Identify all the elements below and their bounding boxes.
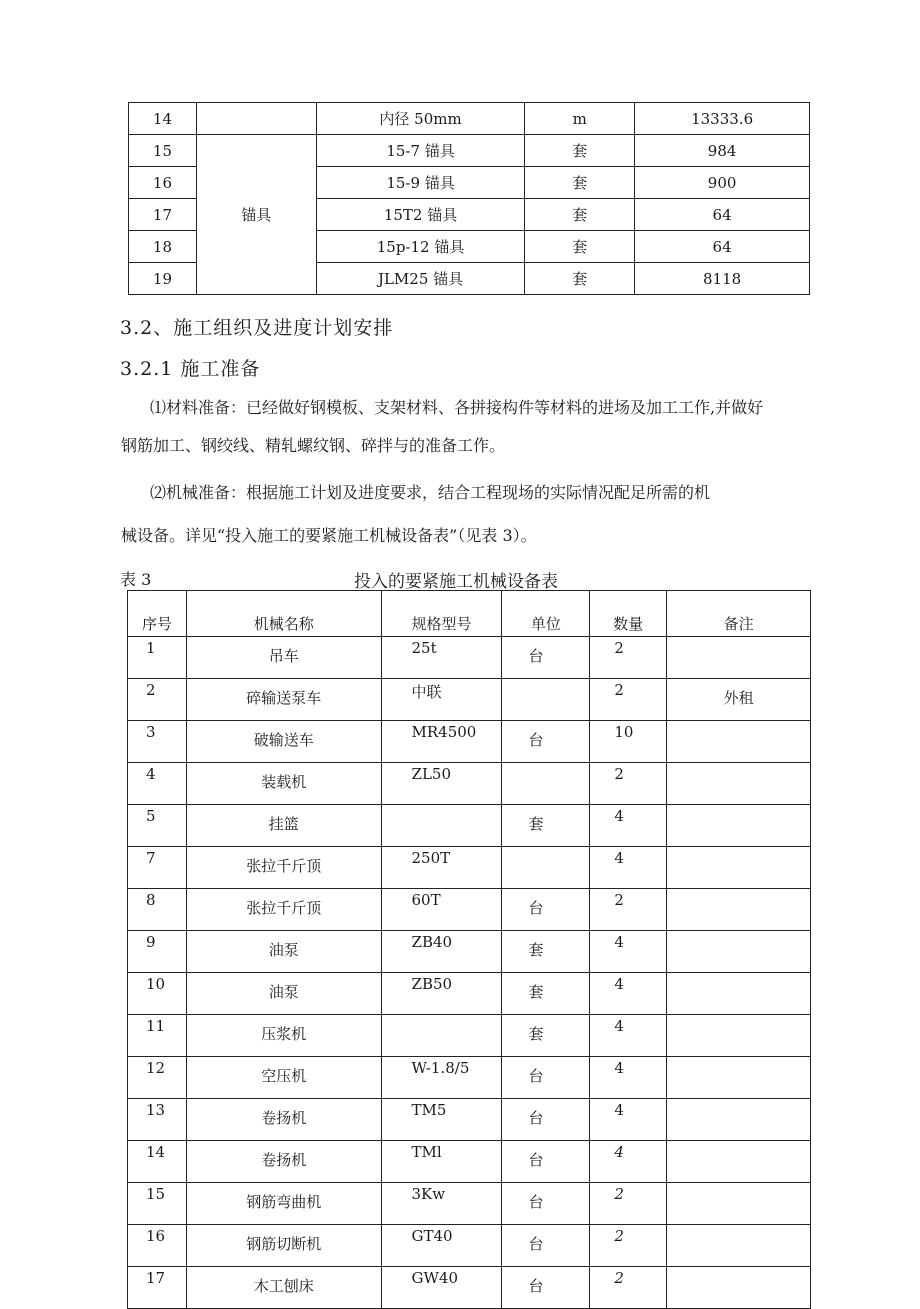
row-spec: 15T2 锚具 — [316, 199, 525, 231]
cell-qty: 2 — [590, 679, 667, 721]
cell-no: 8 — [128, 889, 187, 931]
cell-name: 油泵 — [186, 931, 381, 973]
cell-no: 2 — [128, 679, 187, 721]
cell-qty: 4 — [590, 805, 667, 847]
table-row — [128, 973, 811, 1015]
cell-qty: 4 — [590, 1141, 667, 1183]
cell-spec: 60T — [381, 889, 502, 931]
cell-unit: 套 — [502, 931, 590, 973]
cell-qty: 4 — [590, 1099, 667, 1141]
cell-name: 破输送车 — [186, 721, 381, 763]
cell-spec: 中联 — [381, 679, 502, 721]
cell-name: 装载机 — [186, 763, 381, 805]
row-spec: 内径 50mm — [316, 103, 525, 135]
cell-remark — [667, 805, 811, 847]
cell-name: 张拉千斤顶 — [186, 847, 381, 889]
cell-remark — [667, 637, 811, 679]
row-qty: 8118 — [635, 263, 810, 295]
cell-spec: 3Kw — [381, 1183, 502, 1225]
row-no: 14 — [129, 103, 197, 135]
row-qty: 900 — [635, 167, 810, 199]
cell-unit: 台 — [502, 1267, 590, 1309]
row-spec: 15-7 锚具 — [316, 135, 525, 167]
table-row — [128, 1183, 811, 1225]
cell-spec: W-1.8/5 — [381, 1057, 502, 1099]
cell-name: 挂篮 — [186, 805, 381, 847]
cell-name: 钢筋弯曲机 — [186, 1183, 381, 1225]
cell-spec: TMl — [381, 1141, 502, 1183]
table-row — [128, 1267, 811, 1309]
table-row — [128, 1057, 811, 1099]
cell-remark — [667, 763, 811, 805]
cell-no: 10 — [128, 973, 187, 1015]
materials-table-continued — [128, 102, 810, 295]
table-row — [128, 1141, 811, 1183]
row-qty: 64 — [635, 231, 810, 263]
table-row — [128, 1225, 811, 1267]
table-label: 表 3 — [120, 570, 152, 589]
cell-qty: 4 — [590, 973, 667, 1015]
cell-qty: 2 — [590, 889, 667, 931]
row-spec: 15-9 锚具 — [316, 167, 525, 199]
cell-remark — [667, 847, 811, 889]
cell-qty: 4 — [590, 1057, 667, 1099]
cell-unit: 台 — [502, 1141, 590, 1183]
cell-unit: 套 — [502, 805, 590, 847]
cell-name: 压浆机 — [186, 1015, 381, 1057]
table-row — [129, 103, 810, 135]
cell-spec: ZB50 — [381, 973, 502, 1015]
header-no: 序号 — [128, 591, 187, 637]
header-qty: 数量 — [590, 591, 667, 637]
row-spec: JLM25 锚具 — [316, 263, 525, 295]
cell-qty: 2 — [590, 1225, 667, 1267]
cell-qty: 4 — [590, 931, 667, 973]
cell-qty: 4 — [590, 847, 667, 889]
cell-unit: 台 — [502, 637, 590, 679]
cell-unit — [502, 679, 590, 721]
cell-no: 13 — [128, 1099, 187, 1141]
cell-unit: 台 — [502, 889, 590, 931]
cell-remark — [667, 1015, 811, 1057]
table-row — [128, 931, 811, 973]
cell-no: 7 — [128, 847, 187, 889]
table-row — [128, 805, 811, 847]
header-unit: 单位 — [502, 591, 590, 637]
section-heading-3-2-1: 3.2.1 施工准备 — [120, 358, 261, 380]
table-row — [128, 1099, 811, 1141]
cell-no: 16 — [128, 1225, 187, 1267]
cell-unit: 台 — [502, 1099, 590, 1141]
cell-no: 5 — [128, 805, 187, 847]
row-qty: 984 — [635, 135, 810, 167]
cell-qty: 10 — [590, 721, 667, 763]
cell-spec: ZB40 — [381, 931, 502, 973]
cell-qty: 2 — [590, 637, 667, 679]
cell-remark — [667, 931, 811, 973]
cell-name: 空压机 — [186, 1057, 381, 1099]
row-unit: 套 — [525, 263, 635, 295]
header-spec: 规格型号 — [381, 591, 502, 637]
row-no: 15 — [129, 135, 197, 167]
cell-no: 9 — [128, 931, 187, 973]
table-row — [128, 847, 811, 889]
cell-spec: ZL50 — [381, 763, 502, 805]
table-row — [128, 679, 811, 721]
cell-remark — [667, 721, 811, 763]
cell-spec: 25t — [381, 637, 502, 679]
cell-spec: 250T — [381, 847, 502, 889]
cell-qty: 2 — [590, 1183, 667, 1225]
cell-no: 14 — [128, 1141, 187, 1183]
cell-remark — [667, 1183, 811, 1225]
cell-spec — [381, 1015, 502, 1057]
cell-remark — [667, 1141, 811, 1183]
cell-name: 木工刨床 — [186, 1267, 381, 1309]
header-remark: 备注 — [667, 591, 811, 637]
cell-no: 17 — [128, 1267, 187, 1309]
merged-category-cell: 锚具 — [196, 135, 316, 295]
cell-remark — [667, 889, 811, 931]
table-row — [128, 889, 811, 931]
cell-remark: 外租 — [667, 679, 811, 721]
cell-remark — [667, 973, 811, 1015]
cell-qty: 2 — [590, 1267, 667, 1309]
table-row — [128, 1015, 811, 1057]
cell-spec: GT40 — [381, 1225, 502, 1267]
cell-qty: 2 — [590, 763, 667, 805]
header-name: 机械名称 — [186, 591, 381, 637]
cell-no: 11 — [128, 1015, 187, 1057]
row-unit: 套 — [525, 199, 635, 231]
paragraph-machinery-line1: ⑵机械准备：根据施工计划及进度要求，结合工程现场的实际情况配足所需的机 — [150, 483, 711, 502]
cell-unit: 套 — [502, 1015, 590, 1057]
cell-spec — [381, 805, 502, 847]
row-unit: m — [525, 103, 635, 135]
cell-no: 12 — [128, 1057, 187, 1099]
row-no: 18 — [129, 231, 197, 263]
cell-name: 张拉千斤顶 — [186, 889, 381, 931]
table-row — [128, 721, 811, 763]
cell-name: 钢筋切断机 — [186, 1225, 381, 1267]
row-qty: 13333.6 — [635, 103, 810, 135]
row-no: 16 — [129, 167, 197, 199]
row-unit: 套 — [525, 167, 635, 199]
table-row — [129, 135, 810, 167]
cell-unit: 台 — [502, 1225, 590, 1267]
table-row — [128, 763, 811, 805]
row-spec: 15p-12 锚具 — [316, 231, 525, 263]
paragraph-material-line2: 钢筋加工、钢绞线、精轧螺纹钢、碎拌与的准备工作。 — [121, 436, 506, 455]
section-heading-3-2: 3.2、施工组织及进度计划安排 — [120, 317, 394, 339]
cell-name: 碎输送泵车 — [186, 679, 381, 721]
table-title: 投入的要紧施工机械设备表 — [354, 572, 558, 592]
cell-no: 4 — [128, 763, 187, 805]
row-no: 19 — [129, 263, 197, 295]
cell-no: 15 — [128, 1183, 187, 1225]
cell-no: 1 — [128, 637, 187, 679]
cell-remark — [667, 1057, 811, 1099]
cell-remark — [667, 1225, 811, 1267]
cell-qty: 4 — [590, 1015, 667, 1057]
row-unit: 套 — [525, 135, 635, 167]
cell-spec: GW40 — [381, 1267, 502, 1309]
equipment-table — [127, 590, 811, 1309]
cell-remark — [667, 1267, 811, 1309]
cell-spec: TM5 — [381, 1099, 502, 1141]
cell-name: 油泵 — [186, 973, 381, 1015]
cell-remark — [667, 1099, 811, 1141]
table-header-row — [128, 591, 811, 637]
row-unit: 套 — [525, 231, 635, 263]
paragraph-machinery-line2: 械设备。详见“投入施工的要紧施工机械设备表”（见表 3）。 — [121, 526, 537, 545]
paragraph-material-line1: ⑴材料准备：已经做好钢模板、支架材料、各拼接构件等材料的进场及加工工作,并做好 — [150, 398, 764, 417]
cell-unit: 套 — [502, 973, 590, 1015]
cell-unit: 台 — [502, 1183, 590, 1225]
cell-unit: 台 — [502, 721, 590, 763]
row-qty: 64 — [635, 199, 810, 231]
row-no: 17 — [129, 199, 197, 231]
cell-unit: 台 — [502, 1057, 590, 1099]
cell-name: 卷扬机 — [186, 1099, 381, 1141]
row-category — [196, 103, 316, 135]
cell-name: 卷扬机 — [186, 1141, 381, 1183]
cell-unit — [502, 847, 590, 889]
cell-no: 3 — [128, 721, 187, 763]
cell-name: 吊车 — [186, 637, 381, 679]
table-row — [128, 637, 811, 679]
cell-spec: MR4500 — [381, 721, 502, 763]
cell-unit — [502, 763, 590, 805]
